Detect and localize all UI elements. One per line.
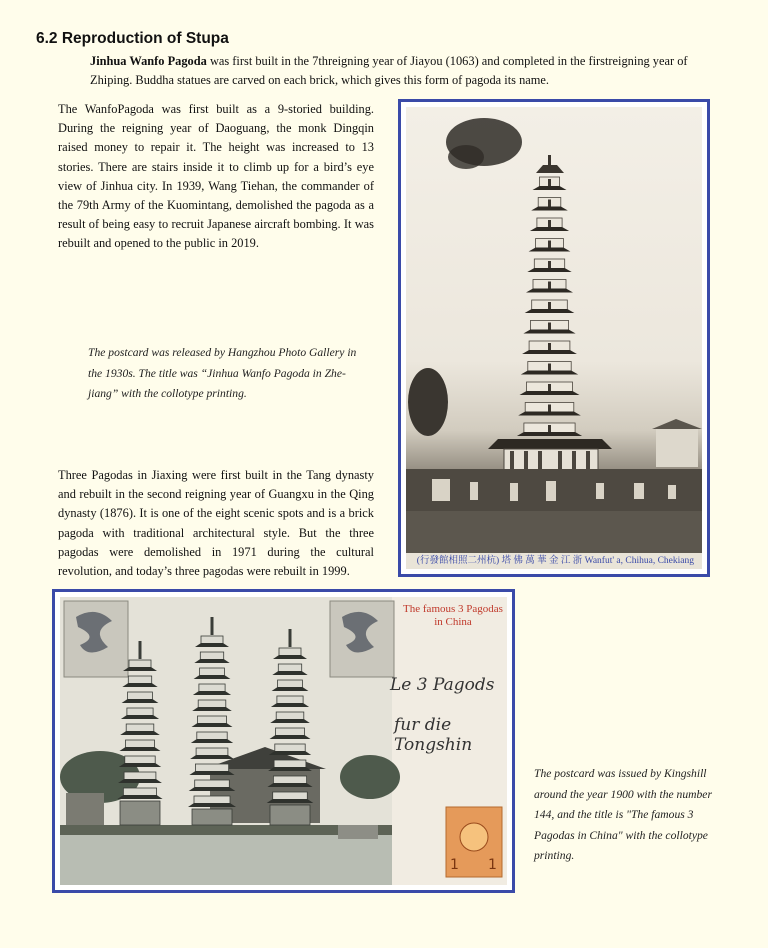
section-heading: 6.2 Reproduction of Stupa — [36, 30, 229, 47]
wanfo-postcard-caption-strip: (行發館相照二州杭) 塔 佛 萬 華 金 江 浙 Wanfut' a, Chihua, Chekiang — [406, 553, 702, 569]
wanfo-postcard-caption: The postcard was released by Hangzhou Photo Gallery in the 1930s. The title was “Jinhua Wanfo Pagoda in Zhe-jiang” with the collotype printing. — [88, 346, 357, 400]
intro-bold-title: Jinhua Wanfo Pagoda — [90, 54, 207, 68]
svg-text:1: 1 — [450, 857, 459, 873]
postcard-title — [398, 603, 507, 629]
three-pagodas-postcard-photo — [60, 597, 507, 885]
intro-text: was first built in the 7threigning year of Jiayou (1063) and completed in the firstreigning year of Zhiping. Buddha statues are carved on each brick, which gives this form of pagoda its name. — [90, 54, 688, 87]
wanfo-postcard-photo — [406, 107, 702, 569]
handwriting-line1: Le 3 Pagods — [390, 675, 495, 695]
jiaxing-postcard-caption: The postcard was issued by Kingshill around the year 1900 with the number 144, and the title is "The famous 3 Pagodas in China" with the collotype printing. — [534, 767, 712, 862]
wanfo-paragraph: The WanfoPagoda was first built as a 9-storied building. During the reigning year of Daoguang, the monk Dingqin raised money to repair it. The height was increased to 13 stories. There are stairs inside it to climb up for a bird’s eye view of Jinhua city. In 1939, Wang Tiehan, the commander of the 79th Army of the Kuomintang, demolished the pagoda as a result of being easy to recruit Japanese aircraft bombing. It was rebuilt and opened to the public in 2019. — [58, 102, 374, 251]
three-pagodas-postcard-frame — [52, 589, 515, 893]
jiaxing-paragraph: Three Pagodas in Jiaxing were first built in the Tang dynasty and rebuilt in the second reigning year of Guangxu in the Qing dynasty (1876). It is one of the eight scenic spots and is a brick pagoda with traditional architectural style. But the three pagodas were demolished in 1971 during the cultural revolution, and today’s three pagodas were rebuilt in 1999. — [58, 468, 374, 579]
wanfo-postcard-frame — [398, 99, 710, 577]
handwriting-line2: fur die Tongshin — [394, 715, 473, 755]
wanfo-pagoda-illustration — [406, 107, 702, 557]
postcard-title-line2: in China — [434, 616, 472, 628]
intro-paragraph — [90, 52, 690, 90]
postcard-title-line1: The famous 3 Pagodas — [403, 603, 503, 615]
svg-text:1: 1 — [488, 857, 497, 873]
